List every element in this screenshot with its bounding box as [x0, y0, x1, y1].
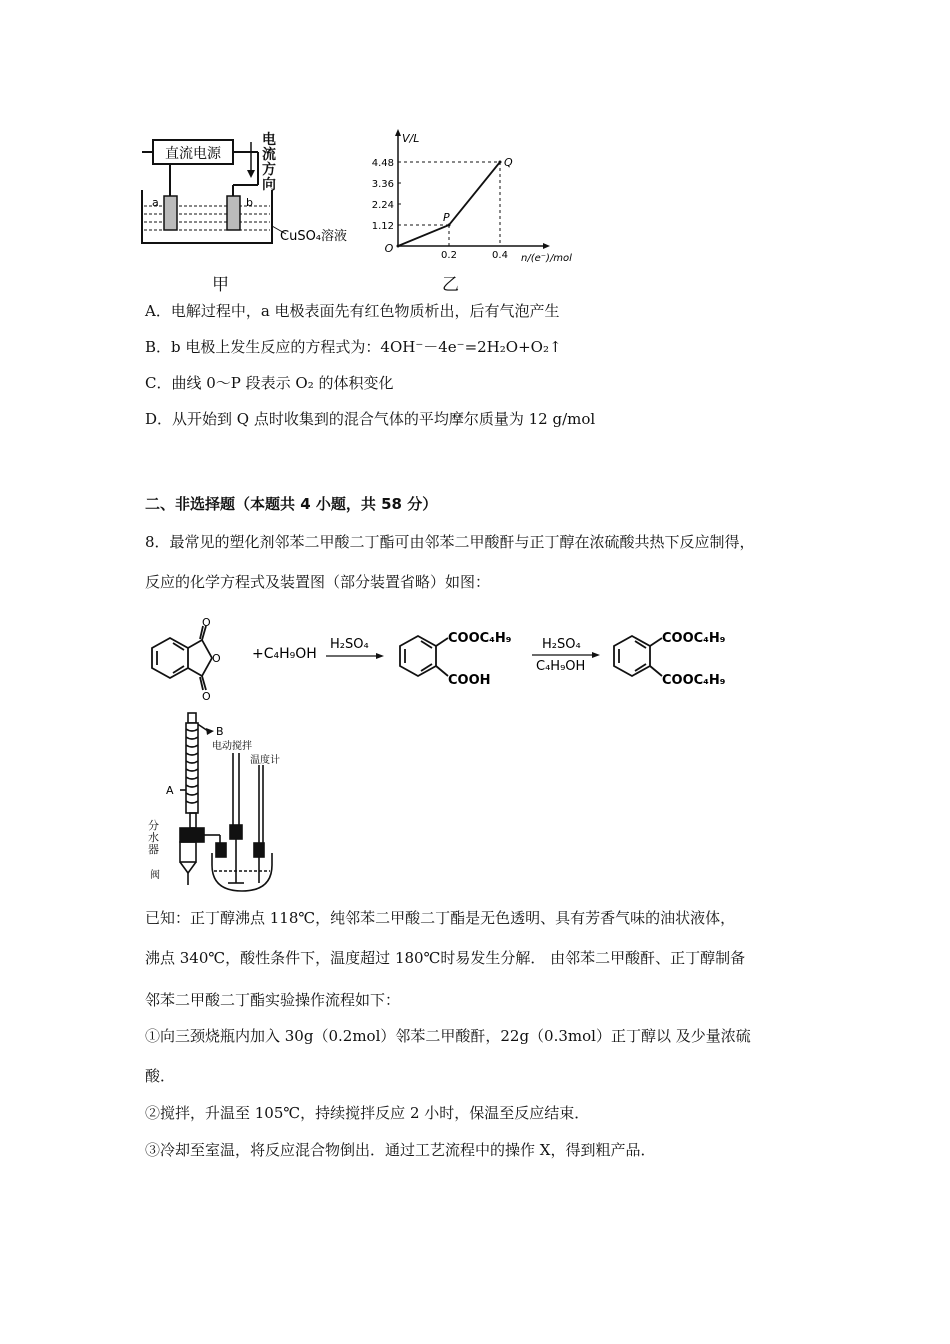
known-line2: 沸点 340℃，酸性条件下，温度超过 180℃时易发生分解． 由邻苯二甲酸酐、正丁醇制备 [145, 949, 746, 967]
x-axis-label: n/(e⁻)/mol [521, 253, 572, 263]
label-b: B [216, 725, 224, 738]
phthalic-anhydride-structure [152, 626, 212, 690]
label-a: A [166, 784, 174, 797]
known-line3: 邻苯二甲酸二丁酯实验操作流程如下： [145, 991, 401, 1009]
label-valve: 阀 [150, 870, 160, 881]
data-point [397, 245, 400, 248]
x-tick-label: 0.4 [492, 250, 508, 261]
svg-text:O: O [212, 652, 221, 665]
diester-structure [614, 636, 662, 676]
step3: ③冷却至室温，将反应混合物倒出．通过工艺流程中的操作 X，得到粗产品． [145, 1141, 656, 1159]
y-tick-label: 1.12 [371, 221, 394, 232]
point-p-label: P [443, 211, 450, 224]
y-tick-label: 4.48 [371, 158, 394, 169]
section-title: 二、非选择题（本题共 4 小题，共 58 分） [145, 495, 438, 513]
product2-bottom-group: COOC₄H₉ [662, 673, 726, 688]
option-a: A．电解过程中，a 电极表面先有红色物质析出，后有气泡产生 [145, 302, 560, 320]
option-b: B．b 电极上发生反应的方程式为：4OH⁻－4e⁻=2H₂O+O₂↑ [145, 338, 562, 356]
electrode-b-label: b [246, 196, 253, 209]
product1-top-group: COOC₄H₉ [448, 631, 512, 646]
figure-jia-caption: 甲 [212, 275, 229, 295]
arrow2-icon [592, 652, 600, 658]
label-separator: 分水器 [148, 819, 159, 856]
apparatus-diagram [150, 705, 290, 895]
step2: ②搅拌，升温至 105℃，持续搅拌反应 2 小时，保温至反应结束． [145, 1104, 590, 1122]
reaction-scheme [140, 618, 760, 704]
origin-label: O [384, 242, 394, 255]
svg-text:O: O [202, 690, 211, 703]
y-axis-label: V/L [402, 132, 420, 145]
q8-line2: 反应的化学方程式及装置图（部分装置省略）如图： [145, 573, 491, 591]
option-d: D．从开始到 Q 点时收集到的混合气体的平均摩尔质量为 12 g/mol [145, 410, 596, 428]
power-supply-label: 直流电源 [165, 146, 221, 162]
y-axis-arrow-icon [395, 129, 401, 136]
y-tick-label: 3.36 [371, 179, 394, 190]
point-q-label: Q [504, 156, 513, 169]
volume-chart [360, 128, 575, 263]
option-c: C．曲线 0～P 段表示 O₂ 的体积变化 [145, 374, 394, 392]
solution-label: CuSO₄溶液 [280, 229, 348, 244]
q8-line1: 8．最常见的塑化剂邻苯二甲酸二丁酯可由邻苯二甲酸酐与正丁醇在浓硫酸共热下反应制得， [145, 533, 755, 551]
product1-bottom-group: COOH [448, 673, 491, 688]
known-line1: 已知：正丁醇沸点 118℃，纯邻苯二甲酸二丁酯是无色透明、具有芳香气味的油状液体， [145, 909, 736, 927]
condition2-label: C₄H₉OH [536, 659, 586, 674]
catalyst2-label: H₂SO₄ [542, 637, 581, 652]
figure-yi-caption: 乙 [442, 275, 459, 295]
x-tick-label: 0.2 [441, 250, 457, 261]
electrode-a-label: a [152, 196, 159, 209]
label-stirrer: 电动搅拌 [212, 741, 252, 752]
monoester-structure [400, 636, 448, 676]
catalyst1-label: H₂SO₄ [330, 637, 369, 652]
step1-line2: 酸． [145, 1067, 176, 1085]
current-direction-label: 电流方向 [262, 132, 276, 193]
product2-top-group: COOC₄H₉ [662, 631, 726, 646]
reagent-label: +C₄H₉OH [252, 646, 317, 662]
electrolysis-diagram [140, 130, 350, 250]
y-tick-label: 2.24 [371, 200, 394, 211]
svg-text:O: O [202, 618, 211, 629]
label-thermometer: 温度计 [250, 755, 280, 766]
x-axis-arrow-icon [543, 243, 550, 249]
data-point [499, 161, 502, 164]
step1-line1: ①向三颈烧瓶内加入 30g（0.2mol）邻苯二甲酸酐，22g（0.3mol）正丁醇以 及少量浓硫 [145, 1027, 751, 1045]
arrow1-icon [376, 653, 384, 659]
